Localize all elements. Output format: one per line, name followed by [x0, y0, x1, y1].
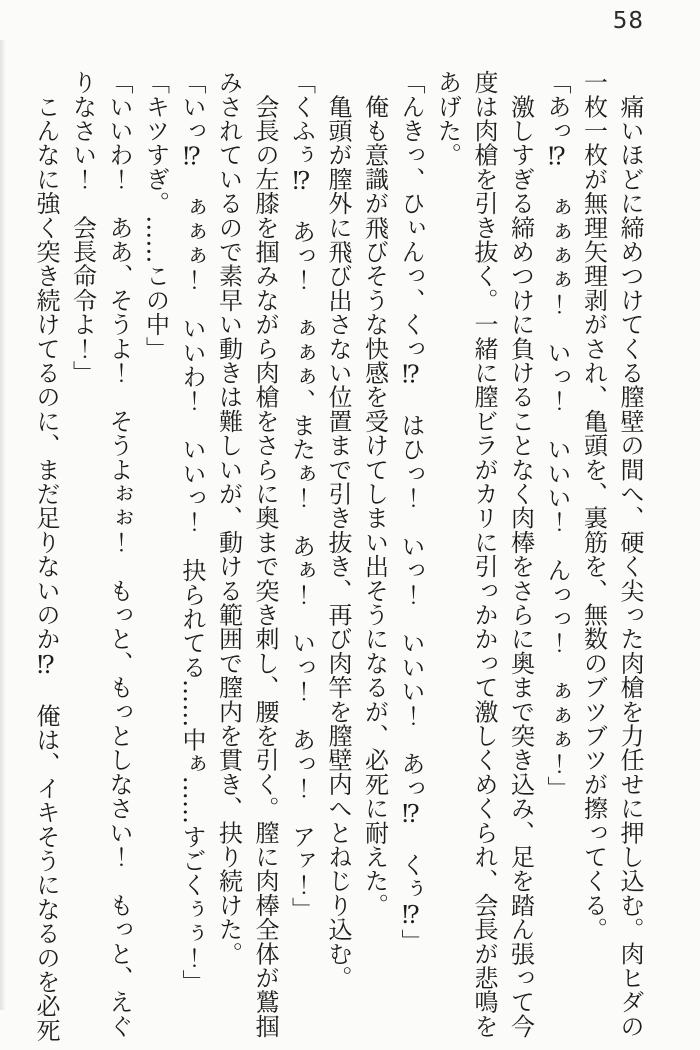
novel-text-block — [28, 70, 649, 1042]
text-line: 激しすぎる締めつけに負けることなく肉棒をさらに奥まで突き込み、足を踏ん張って今 — [506, 70, 535, 1038]
text-line: りなさい！ 会長命令よ！」 — [68, 70, 97, 385]
text-line: 「いいわ！ ああ、そうよ！ そうよぉぉ！ もっと、もっとしなさい！ もっと、えぐ — [105, 70, 133, 1038]
text-line: みされているので素早い動きは難しいが、動ける範囲で膣内を貫き、抉り続けた。 — [214, 70, 243, 966]
text-line: 「キツすぎ。……この中」 — [141, 70, 170, 361]
text-line: あげた。 — [433, 70, 462, 167]
scan-edge-shadow — [0, 40, 6, 1010]
text-line: こんなに強く突き続けてるのに、まだ足りないのか⁉ 俺は、イキそうになるのを必死 — [32, 70, 60, 1042]
text-line: 「あっ⁉ ぁぁぁぁ！ いっ！ いいい！ んっっ！ ぁぁぁ！」 — [543, 70, 571, 800]
page-number: 58 — [612, 8, 644, 34]
text-line: 「んきっ、ひぃんっ、くっ⁉ はひっ！ いっ！ いいい！ あっ⁉ くぅ⁉」 — [397, 70, 425, 954]
text-line: 俺も意識が飛びそうな快感を受けてしまい出そうになるが、必死に耐えた。 — [360, 70, 389, 917]
text-line: 亀頭が膣外に飛び出さない位置まで引き抜き、再び肉竿を膣壁内へとねじり込む。 — [324, 70, 352, 990]
text-line: 会長の左膝を掴みながら肉槍をさらに奥まで突き刺し、腰を引く。膣に肉棒全体が鷲掴 — [251, 70, 279, 1038]
text-line: 一枚一枚が無理矢理剥がされ、亀頭を、裏筋を、無数のブツブツが擦ってくる。 — [579, 70, 608, 942]
text-line: 「くふぅ⁉ あっ！ ぁぁぁ、またぁ！ あぁ！ いっ！ あっ！ アァ！」 — [287, 70, 316, 921]
text-line: 痛いほどに締めつけてくる膣壁の間へ、硬く尖った肉槍を力任せに押し込む。肉ヒダの — [616, 70, 644, 1038]
text-line: 「いっ⁉ ぁぁぁ！ いいわ！ いいっ！ 抉られてる……中ぁ……すごくぅぅ！」 — [178, 70, 206, 994]
text-line: 度は肉槍を引き抜く。一緒に膣ビラがカリに引っかかって激しくめくられ、会長が悲鳴を — [470, 70, 498, 1038]
